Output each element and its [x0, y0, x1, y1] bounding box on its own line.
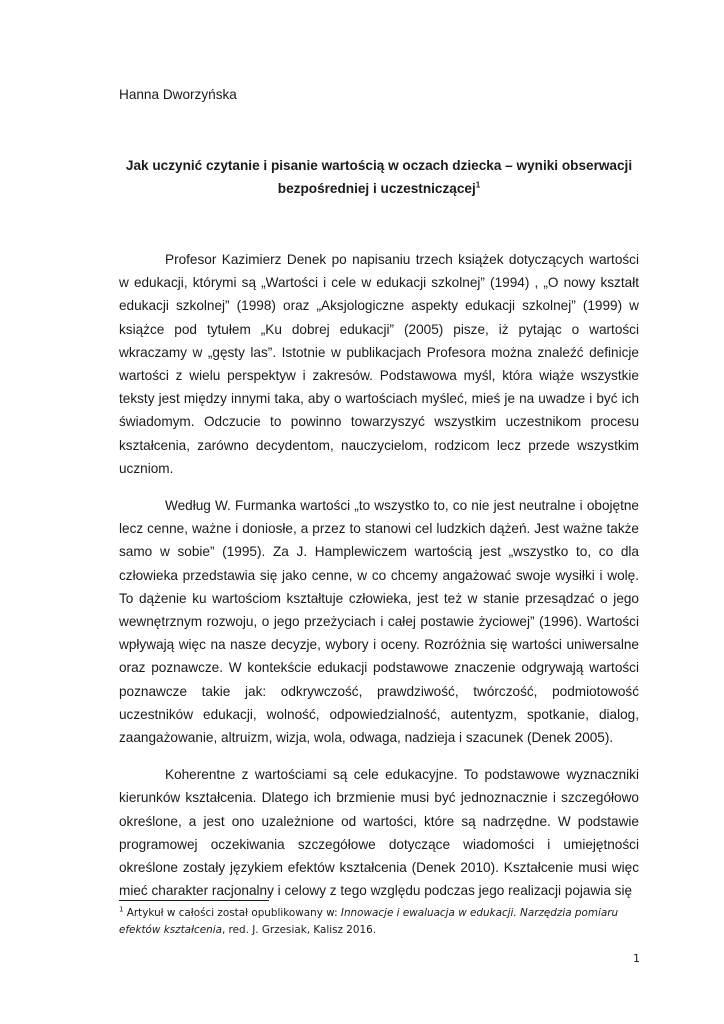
title-text: Jak uczynić czytanie i pisanie wartością w oczach dziecka – wyniki obserwacji bezpośredniej i uczestniczącej [125, 158, 633, 196]
paragraph-2: Według W. Furmanka wartości „to wszystko to, co nie jest neutralne i obojętne lecz cenne, ważne i doniosłe, a przez to stanowi cel ludzkich dążeń. Jest ważne także samo w sobie” (1995). Za J. Hamplewiczem wartością jest „wszystko to, co dla człowieka przedstawia się jako cenne, w co chcemy angażować swoje wysiłki i wolę. To dążenie ku wartościom kształtuje człowieka, jest też w stanie przesądzać o jego wewnętrznym rozwoju, o jego przeżyciach i całej postawie życiowej” (1996). Wartości wpływają więc na nasze decyzje, wybory i oceny. Rozróżnia się wartości uniwersalne oraz poznawcze. W kontekście edukacji podstawowe znaczenie odgrywają wartości poznawcze takie jak: odkrywczość, prawdziwość, twórczość, podmiotowość uczestników edukacji, wolność, odpowiedzialność, autentyzm, spotkanie, dialog, zaangażowanie, altruizm, wizja, wola, odwaga, nadzieja i szacunek (Denek 2005). [119, 498, 639, 746]
footnote-text-before: Artykuł w całości został opublikowany w: [123, 907, 341, 919]
title-footnote-mark: 1 [475, 180, 481, 190]
page-number: 1 [633, 952, 640, 965]
paragraph-3: Koherentne z wartościami są cele edukacyjne. To podstawowe wyznaczniki kierunków kształcenia. Dlatego ich brzmienie musi być jednoznacznie i szczegółowo określone, a jest ono uzależnione od wartości, które są nadrzędne. W podstawie programowej oczekiwania szczegółowe dotyczące wiadomości i umiejętności określone zostały językiem efektów kształcenia (Denek 2010). Kształcenie musi więc mieć charakter racjonalny i celowy z tego względu podczas jego realizacji pojawia się [119, 767, 639, 899]
body-text [119, 248, 639, 902]
paragraph-1: Profesor Kazimierz Denek po napisaniu trzech książek dotyczących wartości w edukacji, którymi są „Wartości i cele w edukacji szkolnej” (1994) , „O nowy kształt edukacji szkolnej” (1998) oraz „Aksjologiczne aspekty edukacji szkolnej” (1999) w książce pod tytułem „Ku dobrej edukacji” (2005) pisze, iż pytając o wartości wkraczamy w „gęsty las”. Istotnie w publikacjach Profesora można znaleźć definicje wartości z wielu perspektyw i zakresów. Podstawowa myśl, która wiąże wszystkie teksty jest między innymi taka, aby o wartościach myśleć, mieś je na uwadze i być ich świadomym. Odczucie to powinno towarzyszyć wszystkim uczestnikom procesu kształcenia, zarówno decydentom, nauczycielom, rodzicom lecz przede wszystkim uczniom. [119, 252, 639, 476]
footnote-italic-title: Innowacje i ewaluacja w edukacji. Narzędzia pomiaru efektów kształcenia [119, 907, 619, 936]
footnote-separator [119, 900, 269, 901]
footnote-mark: 1 [119, 905, 124, 914]
document-title [119, 154, 639, 200]
author-name: Hanna Dworzyńska [119, 87, 237, 102]
footnote [119, 905, 639, 939]
footnote-text-after: , red. J. Grzesiak, Kalisz 2016. [221, 924, 377, 936]
